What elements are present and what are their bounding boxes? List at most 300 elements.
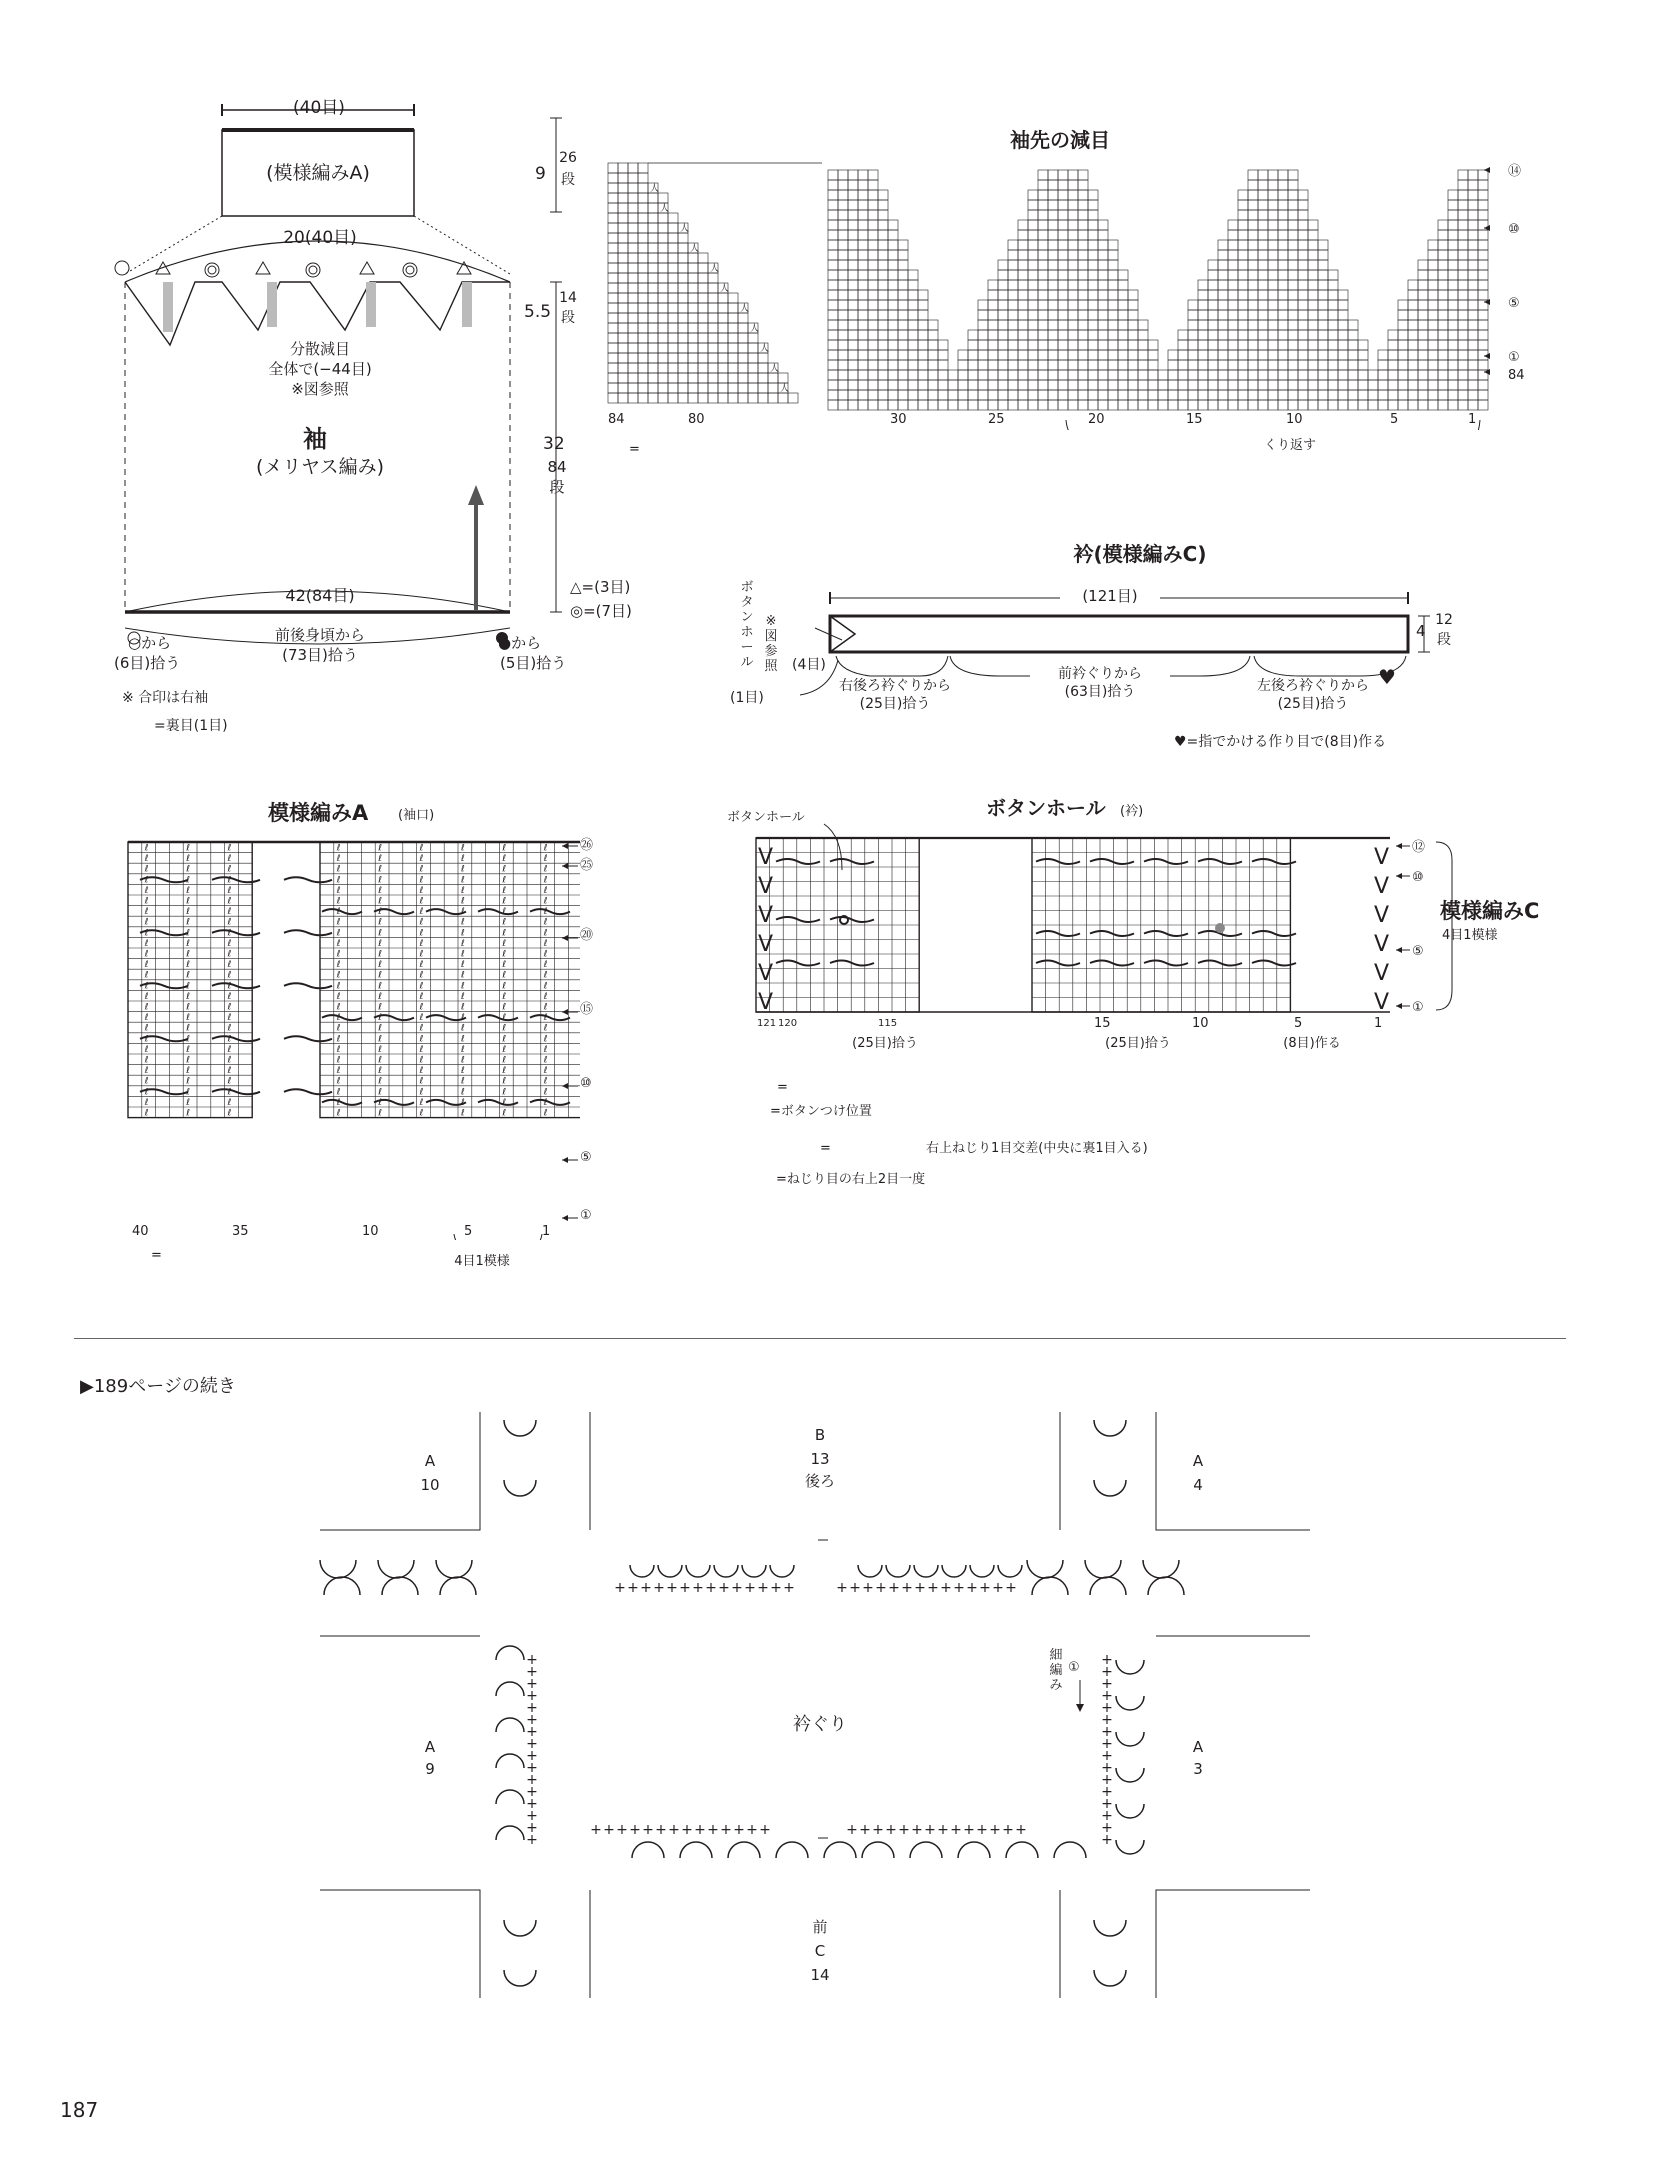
dec-cell [668, 283, 678, 293]
dec-cell [1188, 400, 1198, 410]
neck-corner-arc [1094, 1420, 1126, 1436]
dec-cell [638, 303, 648, 313]
dec-cell [1028, 320, 1038, 330]
dec-cell [838, 380, 848, 390]
dec-cell [1478, 210, 1488, 220]
dec-cell [1348, 400, 1358, 410]
dec-cell [848, 370, 858, 380]
dec-cell [1338, 390, 1348, 400]
dec-cell [638, 393, 648, 403]
dec-cell [988, 350, 998, 360]
dec-cell [1318, 320, 1328, 330]
dec-cell [998, 340, 1008, 350]
dec-cell [698, 333, 708, 343]
pa-twist: ℓ [378, 917, 382, 928]
dec-cell [1278, 290, 1288, 300]
dec-arrowhead [1484, 167, 1490, 173]
dec-cell [1128, 380, 1138, 390]
pa-twist: ℓ [502, 907, 507, 918]
dec-cell [658, 323, 668, 333]
dec-cell [958, 370, 968, 380]
dec-cell [1048, 280, 1058, 290]
note-purl: =裏目(1目) [154, 718, 228, 734]
pick-mid-1: 前後身頃から [274, 626, 365, 644]
bh-legend-blank: = [777, 1080, 788, 1095]
collar-height: 4 [1416, 622, 1426, 640]
dec-cell [708, 313, 718, 323]
dec-cell [1218, 360, 1228, 370]
dec-cell [1398, 330, 1408, 340]
dec-cell [618, 233, 628, 243]
dec-cell [1048, 290, 1058, 300]
dec-cell [738, 343, 748, 353]
dec-cell [1128, 310, 1138, 320]
dec-cell [1068, 180, 1078, 190]
neck-sc: + [992, 1580, 1004, 1596]
dec-cell [1468, 370, 1478, 380]
dec-cell [638, 363, 648, 373]
bh-cross [776, 859, 820, 864]
neck-sc: + [655, 1822, 667, 1838]
dec-cell [1418, 310, 1428, 320]
dec-cell [858, 340, 868, 350]
dec-cell [1128, 300, 1138, 310]
pa-twist: ℓ [543, 907, 548, 918]
neck-sc: + [846, 1822, 858, 1838]
dec-cell [648, 333, 658, 343]
dec-cell [1138, 330, 1148, 340]
dec-cell [1088, 220, 1098, 230]
dec-cell [1278, 320, 1288, 330]
dec-cell [1398, 360, 1408, 370]
dec-cell [1148, 350, 1158, 360]
pa-twist: ℓ [227, 1076, 232, 1087]
dec-cell [1288, 400, 1298, 410]
dec-cell [1258, 250, 1268, 260]
dec-cell [1398, 350, 1408, 360]
dec-cell [1298, 380, 1308, 390]
dec-cell [1138, 350, 1148, 360]
dec-cell [1368, 380, 1378, 390]
dec-cell [978, 400, 988, 410]
dec-cell [1238, 250, 1248, 260]
dec-cell [1098, 310, 1108, 320]
pa-twist: ℓ [378, 960, 382, 971]
dec-cell [1218, 390, 1228, 400]
dec-cell [1428, 340, 1438, 350]
dec-cell [1268, 190, 1278, 200]
dec-cell [738, 323, 748, 333]
dec-cell [668, 253, 678, 263]
neck-corner-arc [1094, 1970, 1126, 1986]
dec-cell [898, 370, 908, 380]
dec-cell [1468, 230, 1478, 240]
neck-sc: + [859, 1822, 871, 1838]
dec-cell [1088, 370, 1098, 380]
dec-cell [868, 220, 878, 230]
dec-cell [678, 363, 688, 373]
dec-cell [1338, 320, 1348, 330]
pa-twist: ℓ [419, 981, 424, 992]
dec-cell [1268, 340, 1278, 350]
dec-cell [758, 373, 768, 383]
dec-cell [1088, 230, 1098, 240]
dec-cell [868, 210, 878, 220]
pa-arrowhead [562, 1083, 568, 1089]
neck-side-arc [496, 1646, 524, 1660]
dec-cell [1118, 400, 1128, 410]
dec-cell [1058, 370, 1068, 380]
dec-cell [608, 343, 618, 353]
dec-cell [1458, 200, 1468, 210]
dec-cell [658, 263, 668, 273]
dec-cell [1248, 170, 1258, 180]
pa-twist: ℓ [502, 1013, 507, 1024]
dec-cell [848, 320, 858, 330]
dec-cell [1278, 280, 1288, 290]
dec-cell [1038, 330, 1048, 340]
neck-sc: + [614, 1580, 626, 1596]
pa-twist: ℓ [419, 1087, 424, 1098]
dec-cell [648, 393, 658, 403]
dec-cell [698, 353, 708, 363]
dec-cell [1238, 200, 1248, 210]
pa-twist: ℓ [461, 1108, 465, 1119]
bh-slip: V [758, 903, 774, 928]
dec-cell [1478, 330, 1488, 340]
neck-sc: + [862, 1580, 874, 1596]
dec-cell [1318, 330, 1328, 340]
dec-cell [1328, 300, 1338, 310]
dec-cell [678, 233, 688, 243]
pa-twist: ℓ [543, 864, 548, 875]
dec-cell [1008, 280, 1018, 290]
dec-cell [708, 293, 718, 303]
dec-cell [1388, 340, 1398, 350]
dec-cell [1468, 320, 1478, 330]
dec-cell [628, 363, 638, 373]
pa-twist: ℓ [227, 896, 232, 907]
dec-cell [988, 360, 998, 370]
dec-cell [908, 330, 918, 340]
dec-cell [608, 253, 618, 263]
pa-row-5: ⑤ [580, 1150, 592, 1165]
neck-sc: + [526, 1832, 538, 1848]
dec-cell [1188, 350, 1198, 360]
dec-cell [1328, 330, 1338, 340]
pa-twist: ℓ [186, 1013, 190, 1024]
bh-cross [830, 917, 874, 922]
dec-cell [1438, 250, 1448, 260]
dec-cell [848, 200, 858, 210]
dec-cell [1318, 340, 1328, 350]
pa-twist: ℓ [186, 1044, 190, 1055]
dec-cell [998, 320, 1008, 330]
dec-cell [868, 300, 878, 310]
dec-cell [928, 350, 938, 360]
dec-cell [1078, 220, 1088, 230]
neck-sc: + [744, 1580, 756, 1596]
pa-twist: ℓ [461, 917, 465, 928]
dec-cell [878, 320, 888, 330]
dec-cell [1128, 370, 1138, 380]
dec-cell [1248, 260, 1258, 270]
dec-cell [748, 343, 758, 353]
dec-cell [688, 293, 698, 303]
body-height: 32 [543, 434, 565, 454]
dec-cell [1068, 330, 1078, 340]
pa-twist: ℓ [336, 896, 341, 907]
dec-cell [618, 343, 628, 353]
dec-cell [608, 283, 618, 293]
dec-cell [608, 333, 618, 343]
neck-sc: + [757, 1580, 769, 1596]
dec-cell [1118, 300, 1128, 310]
neck-sc: + [526, 1736, 538, 1752]
dec-cell [828, 200, 838, 210]
dec-cell [858, 190, 868, 200]
dec-cell [1088, 400, 1098, 410]
dec-cell [1298, 290, 1308, 300]
pa-twist: ℓ [419, 970, 424, 981]
dec-cell [768, 373, 778, 383]
dec-cell [1458, 260, 1468, 270]
pa-twist: ℓ [502, 917, 507, 928]
neck-side-arc [1116, 1768, 1144, 1782]
dec-cell [1078, 380, 1088, 390]
dec-cell [988, 370, 998, 380]
dec-cell [868, 250, 878, 260]
dec-cell [608, 233, 618, 243]
dec-cell [1118, 360, 1128, 370]
dec-cell [1118, 390, 1128, 400]
neck-sc: + [692, 1580, 704, 1596]
dec-cell [648, 363, 658, 373]
dec-cell [1058, 200, 1068, 210]
dec-cell [1268, 320, 1278, 330]
dec-cell [1238, 400, 1248, 410]
dec-cell [1058, 350, 1068, 360]
dec-cell [1028, 400, 1038, 410]
dec-cell [848, 400, 858, 410]
tr-num: 4 [1193, 1476, 1203, 1494]
see-diagram-vertical: ※図参照 [764, 614, 778, 674]
dec-cell [848, 220, 858, 230]
neck-sc: + [950, 1822, 962, 1838]
dec-cell [618, 383, 628, 393]
dec-cell [988, 340, 998, 350]
dec-symbol: 人 [770, 364, 780, 374]
dec-cell [1458, 230, 1468, 240]
pa-twist: ℓ [186, 1023, 190, 1034]
dec-cell [848, 180, 858, 190]
dec-cell [1088, 270, 1098, 280]
dec-symbol: 人 [750, 324, 760, 334]
dec-cell [978, 370, 988, 380]
dec-cell [908, 340, 918, 350]
dec-cell [1018, 370, 1028, 380]
dec-cell [648, 193, 658, 203]
dec-cell [1428, 390, 1438, 400]
dec-cell [618, 173, 628, 183]
bh-pick-right: (25目)拾う [1088, 1036, 1188, 1052]
pa-twist: ℓ [186, 991, 190, 1002]
dec-cell [1288, 200, 1298, 210]
dec-cell [1118, 270, 1128, 280]
dec-cell [888, 220, 898, 230]
dec-cell [898, 280, 908, 290]
buttonhole-vertical: ボタンホール [740, 580, 754, 670]
neck-sc: + [875, 1580, 887, 1596]
dec-cell [888, 240, 898, 250]
dec-cell [1068, 170, 1078, 180]
neck-sc: + [526, 1724, 538, 1740]
neck-inner-arc [910, 1842, 942, 1858]
dec-cell [1018, 250, 1028, 260]
dec-cell [1218, 340, 1228, 350]
dec-cell [838, 180, 848, 190]
dec-cell [1448, 390, 1458, 400]
dec-cell [658, 223, 668, 233]
neck-sc: + [1101, 1712, 1113, 1728]
dec-cell [1418, 400, 1428, 410]
dec-cell [618, 293, 628, 303]
dec-cell [1018, 340, 1028, 350]
dec-cell [988, 290, 998, 300]
dec-cell [1088, 390, 1098, 400]
dec-cell [898, 350, 908, 360]
dec-cell [718, 313, 728, 323]
dec-cell [1358, 390, 1368, 400]
pa-twist: ℓ [502, 1034, 507, 1045]
dec-cell [1038, 290, 1048, 300]
dec-cell [1018, 320, 1028, 330]
dec-cell [648, 353, 658, 363]
neck-side-arc [496, 1826, 524, 1840]
dec-cell [938, 370, 948, 380]
right-back-1: 右後ろ衿ぐりから [839, 678, 951, 694]
pa-twist: ℓ [227, 960, 232, 971]
dec-cell [1478, 180, 1488, 190]
pa-twist: ℓ [502, 1066, 507, 1077]
dec-cell [998, 260, 1008, 270]
pa-cross [284, 930, 332, 935]
dec-cell [1078, 240, 1088, 250]
neck-corner-arc [504, 1920, 536, 1936]
dec-cell [1278, 190, 1288, 200]
dec-cell [888, 270, 898, 280]
dec-cell [848, 260, 858, 270]
dec-cell [1418, 280, 1428, 290]
dec-cell [1318, 370, 1328, 380]
dec-cell [988, 330, 998, 340]
dec-cell [878, 270, 888, 280]
neck-side-arc [1116, 1732, 1144, 1746]
dec-cell [628, 273, 638, 283]
dec-cell [1268, 230, 1278, 240]
pa-twist: ℓ [144, 1076, 149, 1087]
dec-cell [608, 263, 618, 273]
dec-cell [1428, 280, 1438, 290]
pa-twist: ℓ [336, 1034, 341, 1045]
dec-cell [868, 240, 878, 250]
dec-cell [1398, 400, 1408, 410]
dec-cell [1218, 300, 1228, 310]
pa-twist: ℓ [186, 1097, 190, 1108]
dec-cell [1258, 210, 1268, 220]
dec-cell [1308, 390, 1318, 400]
dec-cell [1298, 310, 1308, 320]
neck-inner-arc [858, 1565, 882, 1577]
dec-cell [728, 383, 738, 393]
dec-cell [1248, 300, 1258, 310]
dec-cell [1238, 390, 1248, 400]
dec-cell [1438, 350, 1448, 360]
dec-cell [1408, 280, 1418, 290]
dec-cell [1138, 360, 1148, 370]
dec-cell [1458, 270, 1468, 280]
dec-cell [1068, 240, 1078, 250]
neck-inner-arc [1054, 1842, 1086, 1858]
tl-num: 10 [420, 1476, 440, 1494]
pa-cross [530, 1100, 570, 1105]
dec-cell [1318, 240, 1328, 250]
neck-sc: + [966, 1580, 978, 1596]
neck-inner-arc [914, 1565, 938, 1577]
pa-twist: ℓ [227, 1002, 232, 1013]
dec-cell [1468, 310, 1478, 320]
dec-cell [1048, 390, 1058, 400]
dec-cell [918, 310, 928, 320]
dec-cell [1188, 320, 1198, 330]
dec-cell [1208, 280, 1218, 290]
dec-cell [1298, 300, 1308, 310]
neck-chain-arc [1027, 1560, 1063, 1578]
bh-cast-on: (8目)作る [1272, 1036, 1352, 1052]
pa-twist: ℓ [543, 991, 548, 1002]
dec-cell [748, 383, 758, 393]
dec-cell [608, 363, 618, 373]
dec-cell [1308, 250, 1318, 260]
dec-cell [858, 250, 868, 260]
dec-cell [618, 303, 628, 313]
dec-cell [908, 310, 918, 320]
pa-twist: ℓ [461, 1097, 465, 1108]
dec-cell [1148, 400, 1158, 410]
pa-twist: ℓ [144, 885, 149, 896]
pa-twist: ℓ [543, 1044, 548, 1055]
dec-cell [1058, 360, 1068, 370]
neck-chain-arc [436, 1560, 472, 1578]
dec-cell [1218, 400, 1228, 410]
dec-cell [628, 173, 638, 183]
dec-cell [728, 313, 738, 323]
dec-cell [828, 190, 838, 200]
dec-cell [1228, 320, 1238, 330]
dec-cell [998, 330, 1008, 340]
dec-cell [878, 400, 888, 410]
dec-cell [668, 273, 678, 283]
neck-sc: + [642, 1822, 654, 1838]
dec-cell [1358, 340, 1368, 350]
dec-cell [1228, 250, 1238, 260]
dec-cell [638, 263, 648, 273]
dec-cell [628, 203, 638, 213]
dec-cell [718, 333, 728, 343]
dec-cell [928, 400, 938, 410]
neck-inner-arc [970, 1565, 994, 1577]
dec-cell [1258, 370, 1268, 380]
